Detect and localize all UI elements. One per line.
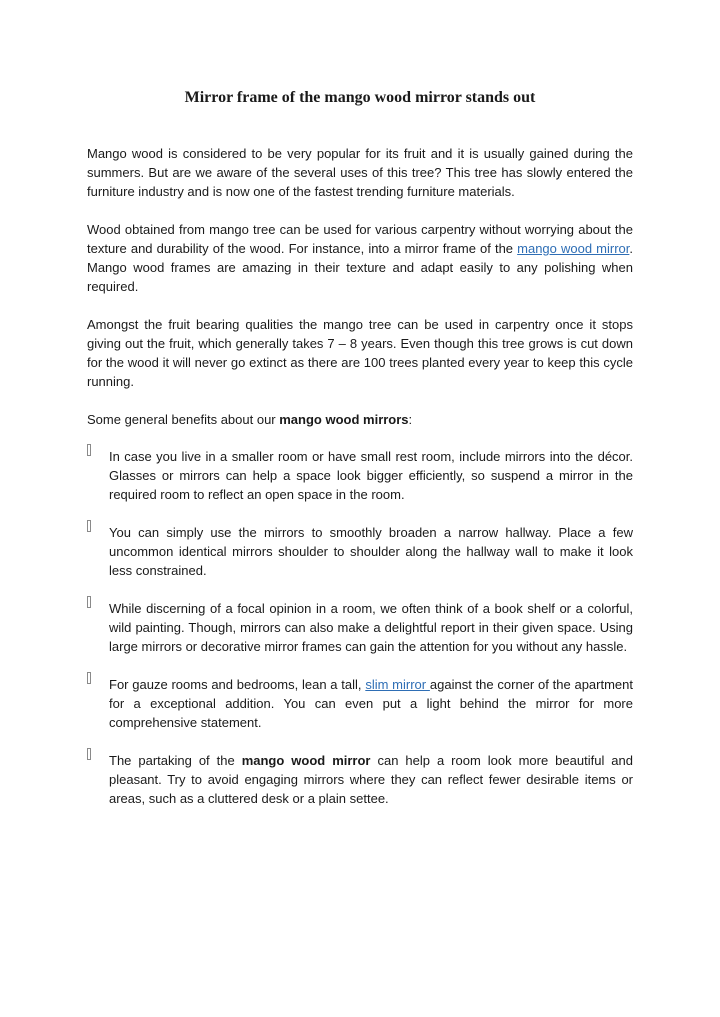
list-item [87, 751, 633, 808]
slim-mirror-link[interactable]: slim mirror [365, 677, 430, 692]
benefits-list [87, 447, 633, 808]
item-text-part: can help a room look more beautiful and pleasant. Try to avoid engaging mirrors where they can reflect fewer desirable items or areas, such as a cluttered desk or a plain settee. [109, 753, 633, 806]
list-item [87, 447, 633, 504]
missing-glyph-box-icon [87, 444, 91, 456]
carpentry-paragraph [87, 220, 633, 296]
list-item [87, 599, 633, 656]
list-item-text [109, 751, 633, 808]
page-title: Mirror frame of the mango wood mirror stands out [184, 89, 536, 106]
list-item-text [109, 675, 633, 732]
bold-text: mango wood mirrors [279, 412, 409, 427]
list-item [87, 523, 633, 580]
missing-glyph-box-icon [87, 520, 91, 532]
mango-wood-mirror-link[interactable]: mango wood mirror [517, 241, 630, 256]
list-item [87, 675, 633, 732]
missing-glyph-box-icon [87, 672, 91, 684]
intro-paragraph: Mango wood is considered to be very popular for its fruit and it is usually gained during the summers. But are we aware of the several uses of this tree? This tree has slowly entered the furniture industry and is now one of the fastest trending furniture materials. [87, 146, 633, 199]
bold-text: mango wood mirror [241, 753, 371, 768]
benefits-intro [87, 410, 633, 429]
list-item-text: While discerning of a focal opinion in a room, we often think of a book shelf or a colorful, wild painting. Though, mirrors can also make a delightful report in their given space. Using large mirrors or decorative mirror frames can gain the attention for you without any hassle. [109, 601, 633, 654]
missing-glyph-box-icon [87, 596, 91, 608]
list-item-text: In case you live in a smaller room or have small rest room, include mirrors into the décor. Glasses or mirrors can help a space look bigger efficiently, so suspend a mirror in the required room to reflect an open space in the room. [109, 449, 633, 502]
paragraph-text: Wood obtained from mango tree can be used for various carpentry without worrying about the texture and durability of the wood. For instance, into a mirror frame of the [87, 222, 633, 256]
item-text-part: against the corner of the apartment for a exceptional addition. You can even put a light behind the mirror for more comprehensive statement. [109, 677, 633, 730]
paragraph-text: : [408, 412, 413, 427]
paragraph-text: Some general benefits about our [87, 412, 280, 427]
fruit-bearing-paragraph: Amongst the fruit bearing qualities the mango tree can be used in carpentry once it stops giving out the fruit, which generally takes 7 – 8 years. Even though this tree grows is cut down for the wood it will never go extinct as there are 100 trees planted every year to keep this cycle running. [87, 317, 633, 389]
missing-glyph-box-icon [87, 748, 91, 760]
paragraph-text: . Mango wood frames are amazing in their texture and adapt easily to any polishing when required. [87, 241, 633, 294]
item-text-part: For gauze rooms and bedrooms, lean a tall, [109, 677, 366, 692]
item-text-part: The partaking of the [109, 753, 242, 768]
list-item-text: You can simply use the mirrors to smoothly broaden a narrow hallway. Place a few uncommon identical mirrors shoulder to shoulder along the hallway wall to make it look less constrained. [109, 525, 633, 578]
